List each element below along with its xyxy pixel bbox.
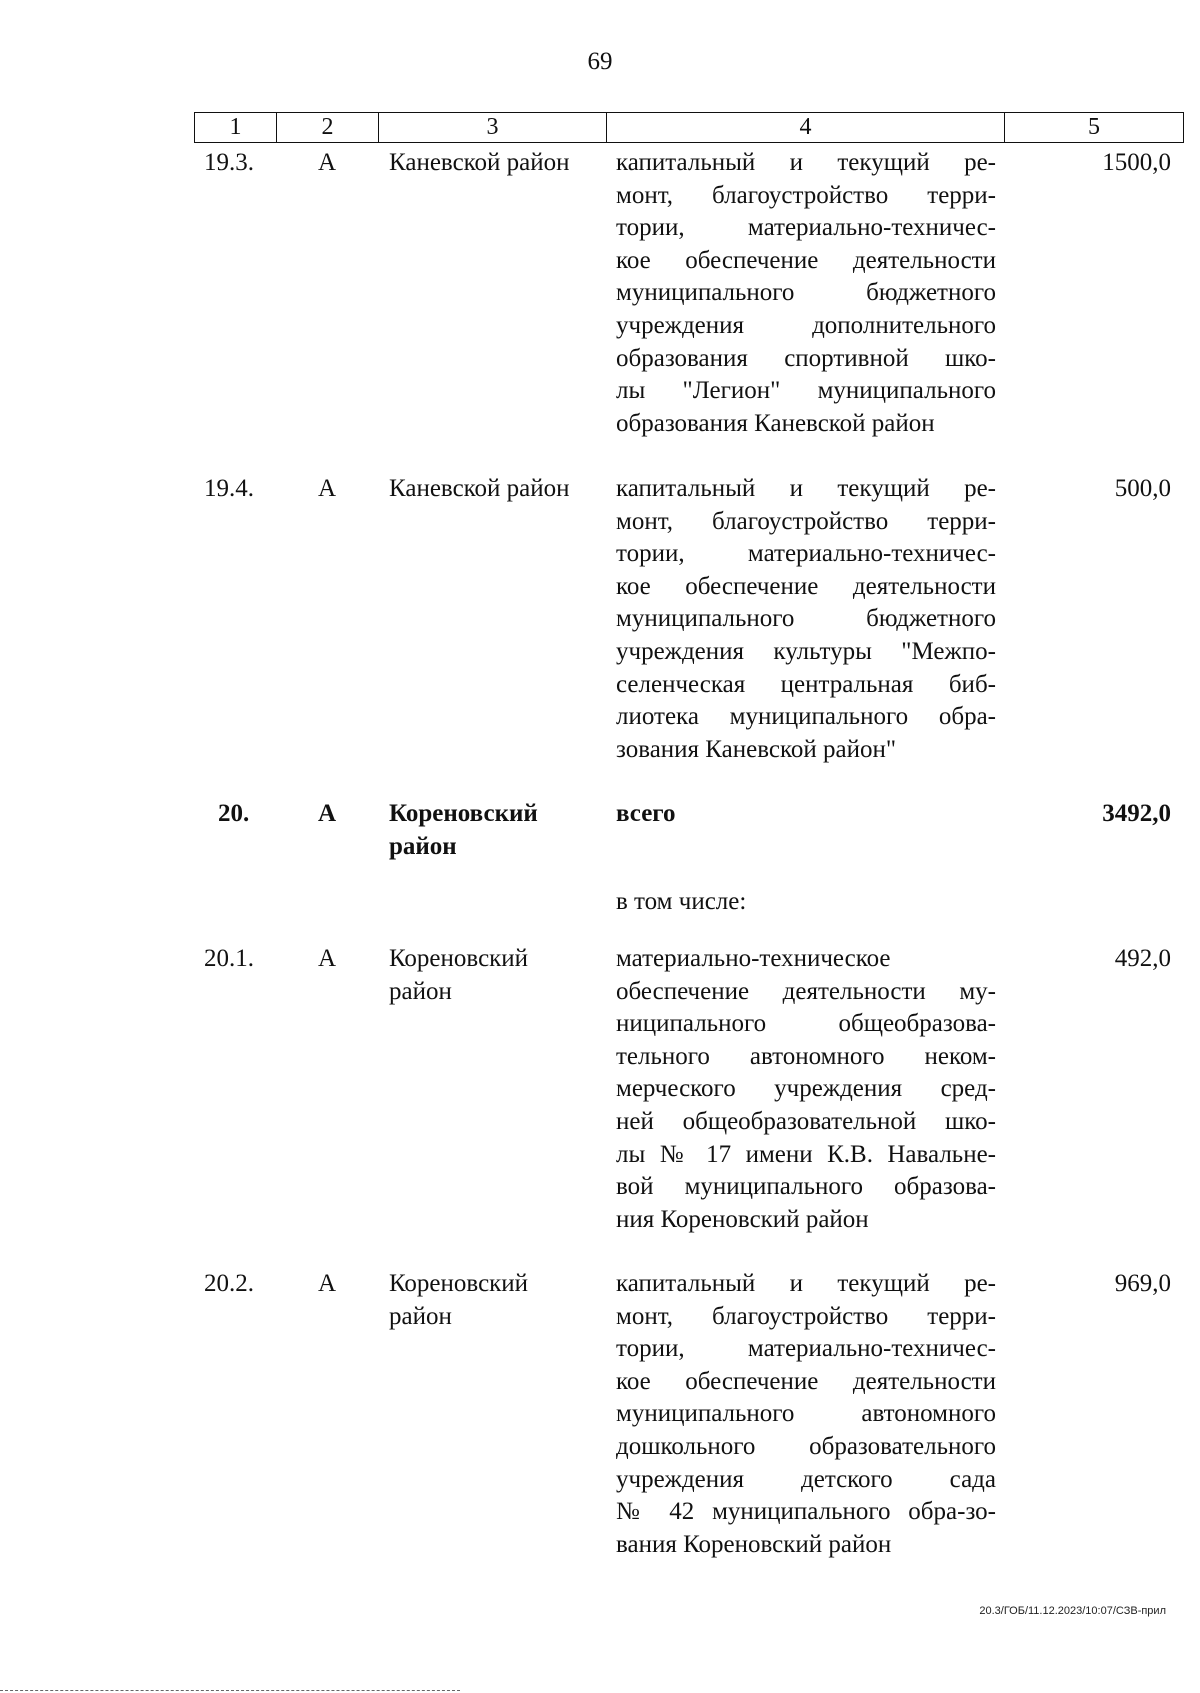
header-col-2: 2 xyxy=(277,113,379,142)
description-line: зования Каневской район" xyxy=(616,735,897,763)
description-line: монт, благоустройство терри- xyxy=(616,1302,996,1330)
header-col-5: 5 xyxy=(1088,114,1100,140)
description-line: образования Каневской район xyxy=(616,409,935,437)
row-category: А xyxy=(318,1270,337,1297)
description-line: капитальный и текущий ре- xyxy=(616,149,996,176)
page-number: 69 xyxy=(587,48,613,75)
row-district xyxy=(389,943,614,1008)
row-amount: 969,0 xyxy=(1114,1270,1171,1297)
row-district xyxy=(389,798,614,863)
row-description xyxy=(616,943,996,1236)
description-line: капитальный и текущий ре- xyxy=(616,1270,996,1297)
row-amount: 500,0 xyxy=(1114,475,1171,502)
description-line: муниципального автономного xyxy=(616,1400,996,1428)
description-line: мерческого учреждения сред- xyxy=(616,1075,996,1103)
row-amount: 3492,0 xyxy=(1102,800,1171,827)
description-line: муниципального бюджетного xyxy=(616,279,996,307)
row-number: 20.1. xyxy=(204,945,254,972)
description-line: учреждения дополнительного xyxy=(616,311,996,339)
description-line: № 42 муниципального обра-зо- xyxy=(616,1498,996,1526)
description-line: капитальный и текущий ре- xyxy=(616,475,996,502)
description-line: тории, материально-техничес- xyxy=(616,1335,996,1363)
description-line: материально-техническое xyxy=(616,945,891,972)
description-line: обеспечение деятельности му- xyxy=(616,977,996,1005)
district-line: Кореновский xyxy=(389,800,538,827)
district-line: Кореновский xyxy=(389,1270,529,1297)
row-category: А xyxy=(318,800,337,827)
description-line: ней общеобразовательной шко- xyxy=(616,1107,996,1135)
row-number: 19.4. xyxy=(204,475,254,502)
description-line: муниципального бюджетного xyxy=(616,605,996,633)
description-line: тории, материально-техничес- xyxy=(616,214,996,242)
row-description: всего xyxy=(616,800,676,827)
description-line: монт, благоустройство терри- xyxy=(616,181,996,209)
district-line: район xyxy=(389,832,457,860)
description-line: ниципального общеобразова- xyxy=(616,1010,996,1038)
document-code: 20.3/ГОБ/11.12.2023/10:07/СЗВ-прил xyxy=(979,1605,1166,1617)
row-description xyxy=(616,1268,996,1561)
description-line: лы "Легион" муниципального xyxy=(616,377,996,405)
row-category: А xyxy=(318,149,337,176)
description-line: ния Кореновский район xyxy=(616,1205,869,1233)
header-col-3: 3 xyxy=(379,113,607,142)
description-line: лиотека муниципального обра- xyxy=(616,703,996,731)
header-col-1: 1 xyxy=(195,113,277,142)
description-line: учреждения детского сада xyxy=(616,1465,996,1493)
row-district: Каневской район xyxy=(389,149,570,176)
description-line: селенческая центральная биб- xyxy=(616,670,996,698)
header-col-4: 4 xyxy=(607,113,1005,142)
description-line: дошкольного образовательного xyxy=(616,1432,996,1460)
row-district xyxy=(389,1268,614,1333)
including-label: в том числе: xyxy=(616,888,747,915)
row-description xyxy=(616,147,996,440)
table-header xyxy=(194,112,1184,143)
row-amount: 492,0 xyxy=(1114,945,1171,972)
district-line: район xyxy=(389,1302,452,1330)
description-line: лы № 17 имени К.В. Навальне- xyxy=(616,1140,996,1168)
description-line: образования спортивной шко- xyxy=(616,344,996,372)
description-line: вания Кореновский район xyxy=(616,1530,892,1558)
description-line: кое обеспечение деятельности xyxy=(616,246,996,274)
row-district: Каневской район xyxy=(389,475,570,502)
row-number: 19.3. xyxy=(204,149,254,176)
row-description xyxy=(616,473,996,766)
description-line: вой муниципального образова- xyxy=(616,1173,996,1201)
row-category: А xyxy=(318,945,337,972)
description-line: монт, благоустройство терри- xyxy=(616,507,996,535)
description-line: кое обеспечение деятельности xyxy=(616,572,996,600)
row-category: А xyxy=(318,475,337,502)
description-line: учреждения культуры "Межпо- xyxy=(616,637,996,665)
scan-edge-line xyxy=(0,1690,460,1691)
row-number: 20. xyxy=(218,800,250,827)
row-number: 20.2. xyxy=(204,1270,254,1297)
description-line: тории, материально-техничес- xyxy=(616,540,996,568)
description-line: кое обеспечение деятельности xyxy=(616,1367,996,1395)
description-line: тельного автономного неком- xyxy=(616,1042,996,1070)
row-amount: 1500,0 xyxy=(1102,149,1171,176)
district-line: район xyxy=(389,977,452,1005)
district-line: Кореновский xyxy=(389,945,529,972)
